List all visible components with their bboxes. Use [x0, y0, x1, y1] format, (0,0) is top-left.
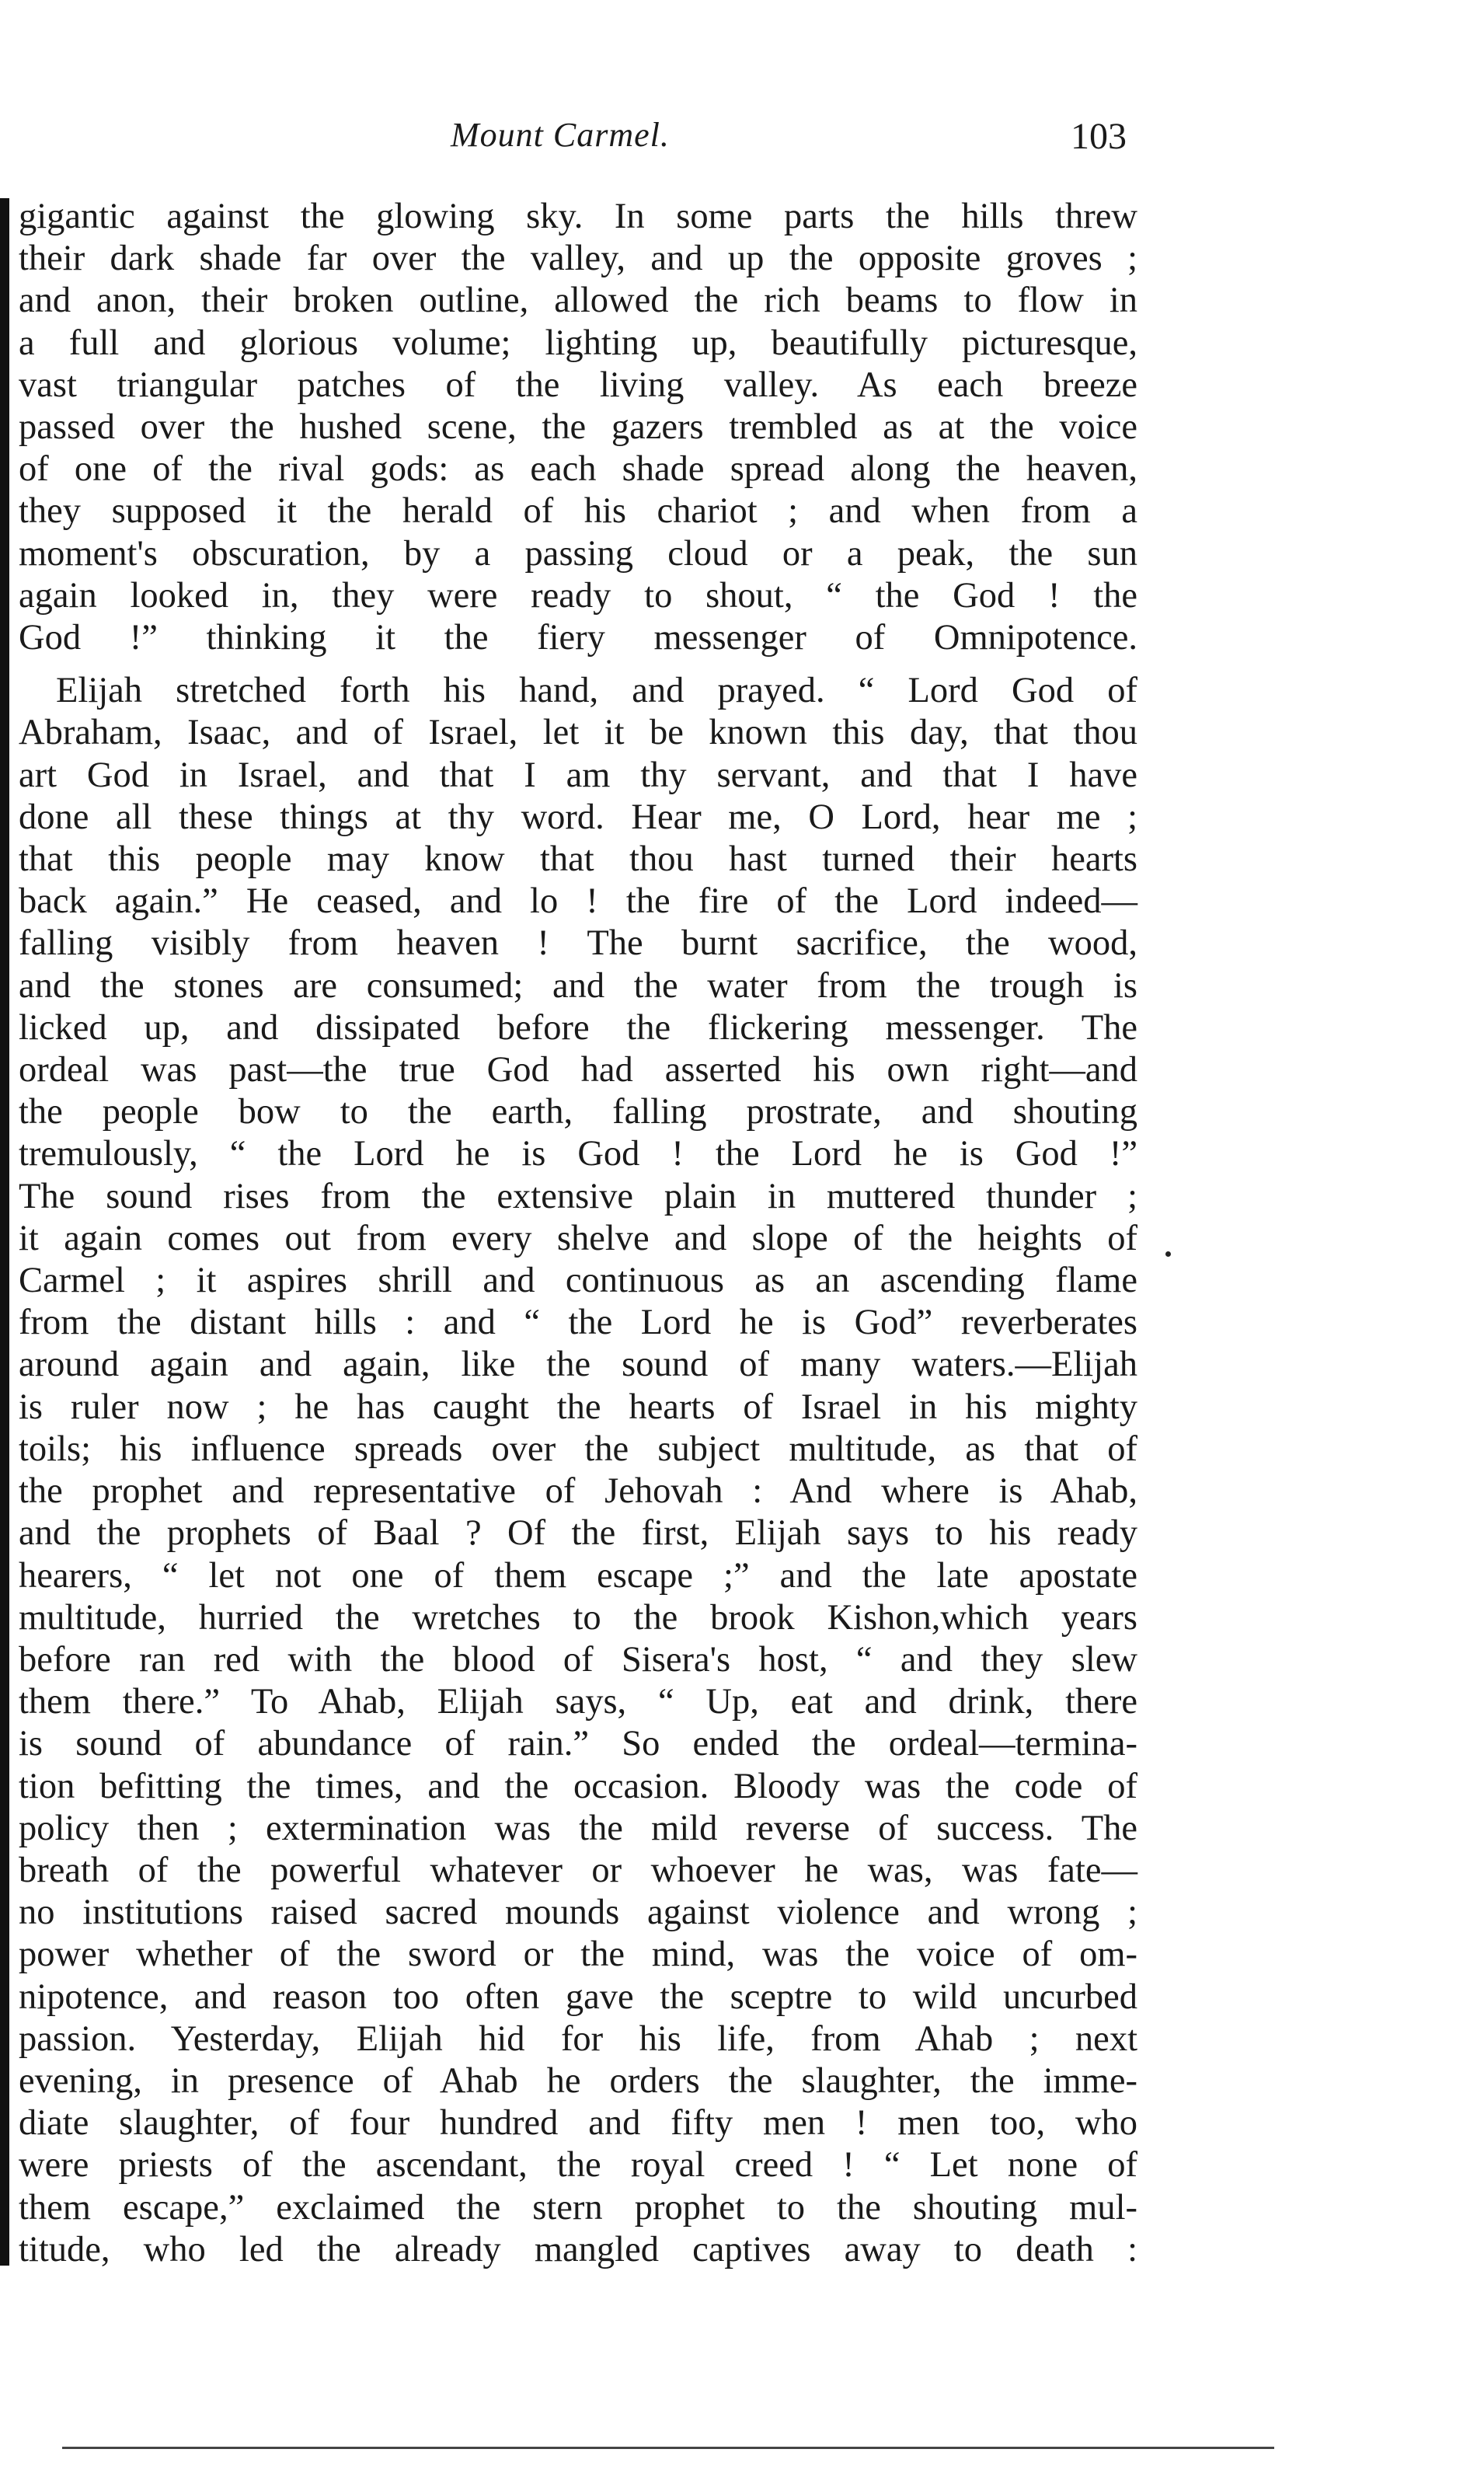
text-line: power whether of the sword or the mind, was the voice of om-	[19, 1935, 1137, 1975]
text-line: them escape,” exclaimed the stern prophet to the shouting mul-	[19, 2187, 1137, 2228]
text-line: tion befitting the times, and the occasion. Bloody was the code of	[19, 1766, 1137, 1806]
text-line: their dark shade far over the valley, and up the opposite groves ;	[19, 239, 1137, 279]
paragraph-1	[19, 196, 1137, 659]
binding-edge-shadow	[0, 198, 9, 2266]
margin-speck	[1165, 1251, 1171, 1257]
text-line: a full and glorious volume; lighting up, beautifully picturesque,	[19, 323, 1137, 363]
text-line: them there.” To Ahab, Elijah says, “ Up, eat and drink, there	[19, 1682, 1137, 1722]
text-line: vast triangular patches of the living valley. As each breeze	[19, 365, 1137, 405]
text-line: art God in Israel, and that I am thy servant, and that I have	[19, 755, 1137, 795]
text-line: they supposed it the herald of his chariot ; and when from a	[19, 491, 1137, 532]
text-line: and anon, their broken outline, allowed the rich beams to flow in	[19, 281, 1137, 321]
text-line: the prophet and representative of Jehovah : And where is Ahab,	[19, 1471, 1137, 1512]
text-line: of one of the rival gods: as each shade spread along the heaven,	[19, 449, 1137, 490]
text-line: falling visibly from heaven ! The burnt sacrifice, the wood,	[19, 923, 1137, 964]
text-line: licked up, and dissipated before the flickering messenger. The	[19, 1007, 1137, 1048]
text-line: passed over the hushed scene, the gazers trembled as at the voice	[19, 407, 1137, 448]
text-line: passion. Yesterday, Elijah hid for his life, from Ahab ; next	[19, 2018, 1137, 2059]
text-line: Elijah stretched forth his hand, and prayed. “ Lord God of	[56, 671, 1137, 711]
text-line: ordeal was past—the true God had asserted his own right—and	[19, 1050, 1137, 1090]
text-line: it again comes out from every shelve and slope of the heights of	[19, 1218, 1137, 1258]
page-header	[0, 115, 1484, 169]
text-line: hearers, “ let not one of them escape ;” and the late apostate	[19, 1555, 1137, 1596]
text-line: policy then ; extermination was the mild reverse of success. The	[19, 1808, 1137, 1848]
text-line: diate slaughter, of four hundred and fifty men ! men too, who	[19, 2103, 1137, 2144]
text-line: God !” thinking it the fiery messenger of Omnipotence.	[19, 618, 1137, 658]
text-line: back again.” He ceased, and lo ! the fire of the Lord indeed—	[19, 881, 1137, 922]
text-line: the people bow to the earth, falling prostrate, and shouting	[19, 1092, 1137, 1132]
text-line: and the prophets of Baal ? Of the first, Elijah says to his ready	[19, 1513, 1137, 1554]
text-line: breath of the powerful whatever or whoever he was, was fate—	[19, 1850, 1137, 1890]
text-line: and the stones are consumed; and the water from the trough is	[19, 965, 1137, 1006]
text-line: evening, in presence of Ahab he orders the slaughter, the imme-	[19, 2060, 1137, 2101]
text-line: multitude, hurried the wretches to the brook Kishon,which years	[19, 1597, 1137, 1638]
text-line: around again and again, like the sound of many waters.—Elijah	[19, 1345, 1137, 1385]
text-line: again looked in, they were ready to shout, “ the God ! the	[19, 575, 1137, 616]
text-line: is sound of abundance of rain.” So ended the ordeal—termina-	[19, 1724, 1137, 1764]
text-line: is ruler now ; he has caught the hearts of Israel in his mighty	[19, 1387, 1137, 1427]
text-line: from the distant hills : and “ the Lord he is God” reverberates	[19, 1303, 1137, 1343]
text-line: tremulously, “ the Lord he is God ! the Lord he is God !”	[19, 1134, 1137, 1174]
text-line: moment's obscuration, by a passing cloud or a peak, the sun	[19, 533, 1137, 574]
running-title: Mount Carmel.	[451, 116, 670, 154]
text-line: no institutions raised sacred mounds against violence and wrong ;	[19, 1893, 1137, 1933]
text-line: Carmel ; it aspires shrill and continuous as an ascending flame	[19, 1261, 1137, 1301]
text-line: before ran red with the blood of Sisera's host, “ and they slew	[19, 1639, 1137, 1680]
paragraph-2	[19, 670, 1137, 2271]
text-line: gigantic against the glowing sky. In some parts the hills threw	[19, 197, 1137, 236]
text-line: done all these things at thy word. Hear me, O Lord, hear me ;	[19, 797, 1137, 837]
text-line: that this people may know that thou hast turned their hearts	[19, 839, 1137, 880]
text-line: The sound rises from the extensive plain in muttered thunder ;	[19, 1176, 1137, 1216]
text-line: toils; his influence spreads over the subject multitude, as that of	[19, 1429, 1137, 1469]
text-line: titude, who led the already mangled captives away to death :	[19, 2229, 1137, 2269]
page-number: 103	[1071, 116, 1127, 157]
text-line: were priests of the ascendant, the royal creed ! “ Let none of	[19, 2145, 1137, 2186]
bottom-rule	[62, 2447, 1274, 2449]
text-line: nipotence, and reason too often gave the sceptre to wild uncurbed	[19, 1976, 1137, 2017]
text-line: Abraham, Isaac, and of Israel, let it be known this day, that thou	[19, 713, 1137, 753]
body-text	[19, 196, 1137, 2271]
